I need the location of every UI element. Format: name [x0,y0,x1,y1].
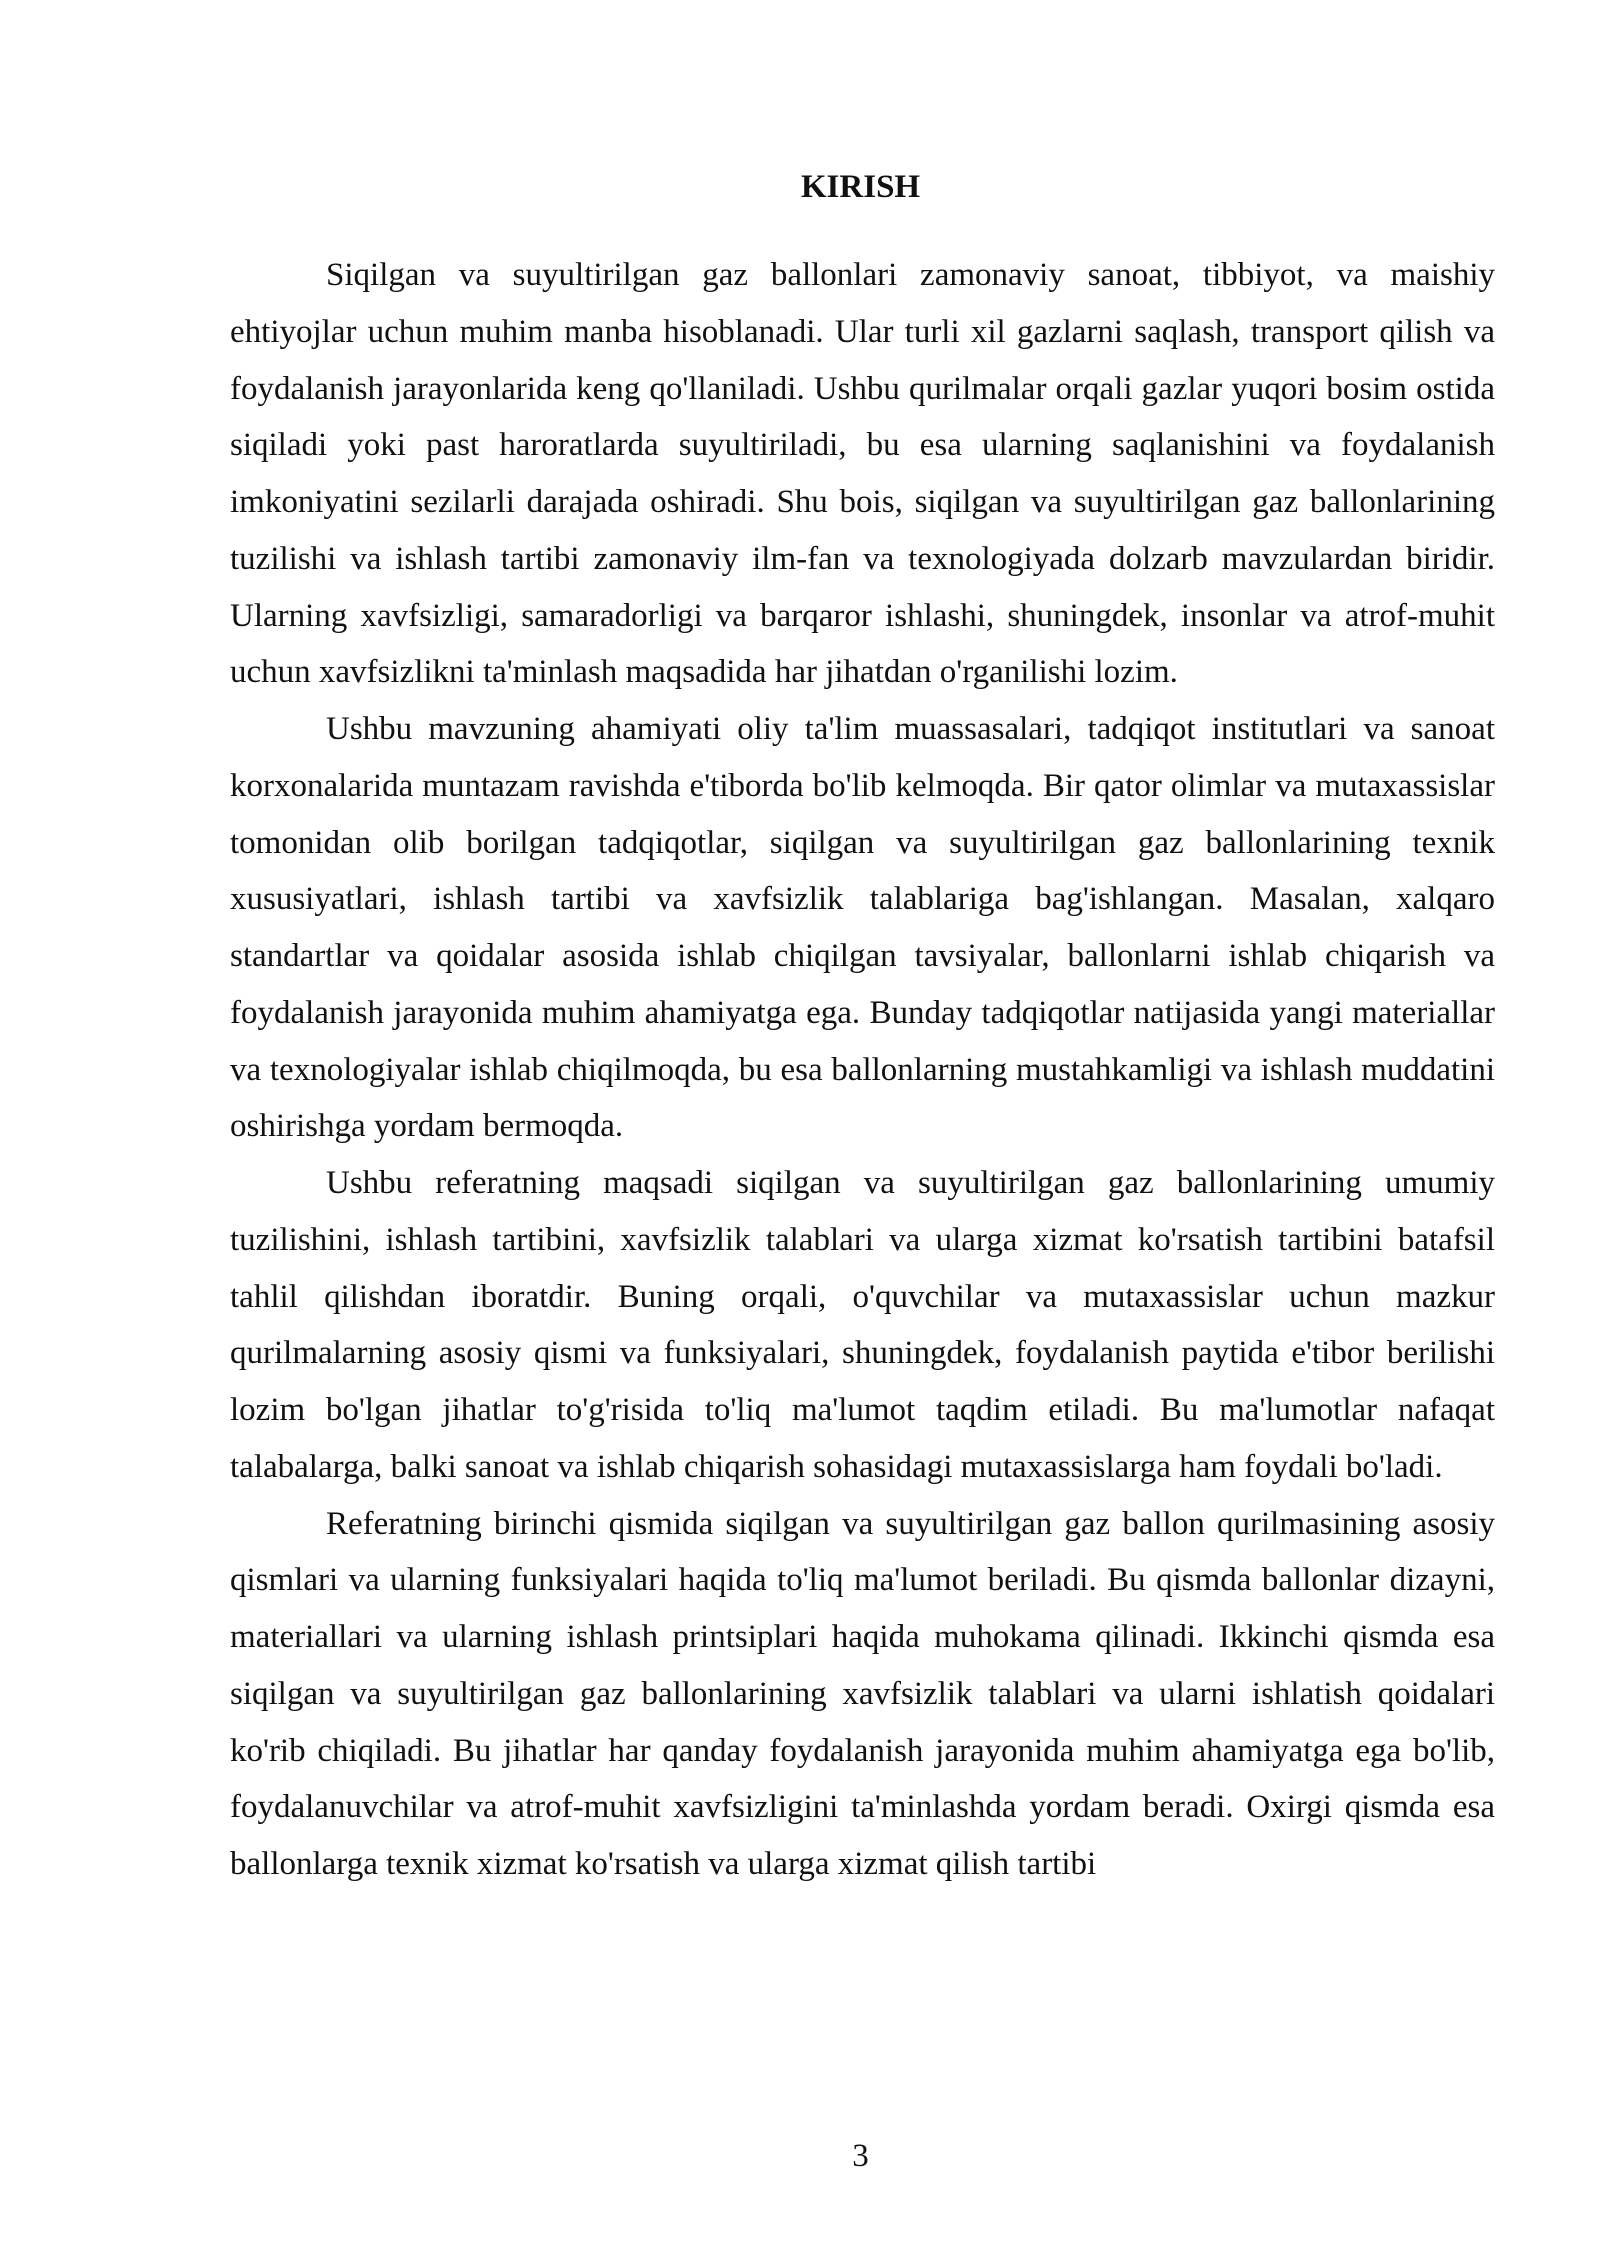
page-number: 3 [852,2138,869,2174]
page-title: KIRISH [800,169,921,205]
body-text [230,247,1495,1893]
paragraph-1: Siqilgan va suyultirilgan gaz ballonlari zamonaviy sanoat, tibbiyot, va maishiy ehtiyojlar uchun muhim manba hisoblanadi. Ular turli xil gazlarni saqlash, transport qilish va foydalanish jarayonlarida keng qo'llaniladi. Ushbu qurilmalar orqali gazlar yuqori bosim ostida siqiladi yoki past haroratlarda suyultiriladi, bu esa ularning saqlanishini va foydalanish imkoniyatini sezilarli darajada oshiradi. Shu bois, siqilgan va suyultirilgan gaz ballonlarining tuzilishi va ishlash tartibi zamonaviy ilm-fan va texnologiyada dolzarb mavzulardan biridir. Ularning xavfsizligi, samaradorligi va barqaror ishlashi, shuningdek, insonlar va atrof-muhit uchun xavfsizlikni ta'minlash maqsadida har jihatdan o'rganilishi lozim. [230,257,1495,691]
paragraph-3: Ushbu referatning maqsadi siqilgan va suyultirilgan gaz ballonlarining umumiy tuzilishini, ishlash tartibini, xavfsizlik talablari va ularga xizmat ko'rsatish tartibini batafsil tahlil qilishdan iboratdir. Buning orqali, o'quvchilar va mutaxassislar uchun mazkur qurilmalarning asosiy qismi va funksiyalari, shuningdek, foydalanish paytida e'tibor berilishi lozim bo'lgan jihatlar to'g'risida to'liq ma'lumot taqdim etiladi. Bu ma'lumotlar nafaqat talabalarga, balki sanoat va ishlab chiqarish sohasidagi mutaxassislarga ham foydali bo'ladi. [230,1165,1495,1485]
paragraph-2: Ushbu mavzuning ahamiyati oliy ta'lim muassasalari, tadqiqot institutlari va sanoat korxonalarida muntazam ravishda e'tiborda bo'lib kelmoqda. Bir qator olimlar va mutaxassislar tomonidan olib borilgan tadqiqotlar, siqilgan va suyultirilgan gaz ballonlarining texnik xususiyatlari, ishlash tartibi va xavfsizlik talablariga bag'ishlangan. Masalan, xalqaro standartlar va qoidalar asosida ishlab chiqilgan tavsiyalar, ballonlarni ishlab chiqarish va foydalanish jarayonida muhim ahamiyatga ega. Bunday tadqiqotlar natijasida yangi materiallar va texnologiyalar ishlab chiqilmoqda, bu esa ballonlarning mustahkamligi va ishlash muddatini oshirishga yordam bermoqda. [230,711,1495,1145]
paragraph-4: Referatning birinchi qismida siqilgan va suyultirilgan gaz ballon qurilmasining asosiy qismlari va ularning funksiyalari haqida to'liq ma'lumot beriladi. Bu qismda ballonlar dizayni, materiallari va ularning ishlash printsiplari haqida muhokama qilinadi. Ikkinchi qismda esa siqilgan va suyultirilgan gaz ballonlarining xavfsizlik talablari va ularni ishlatish qoidalari ko'rib chiqiladi. Bu jihatlar har qanday foydalanish jarayonida muhim ahamiyatga ega bo'lib, foydalanuvchilar va atrof-muhit xavfsizligini ta'minlashda yordam beradi. Oxirgi qismda esa ballonlarga texnik xizmat ko'rsatish va ularga xizmat qilish tartibi [230,1505,1495,1882]
